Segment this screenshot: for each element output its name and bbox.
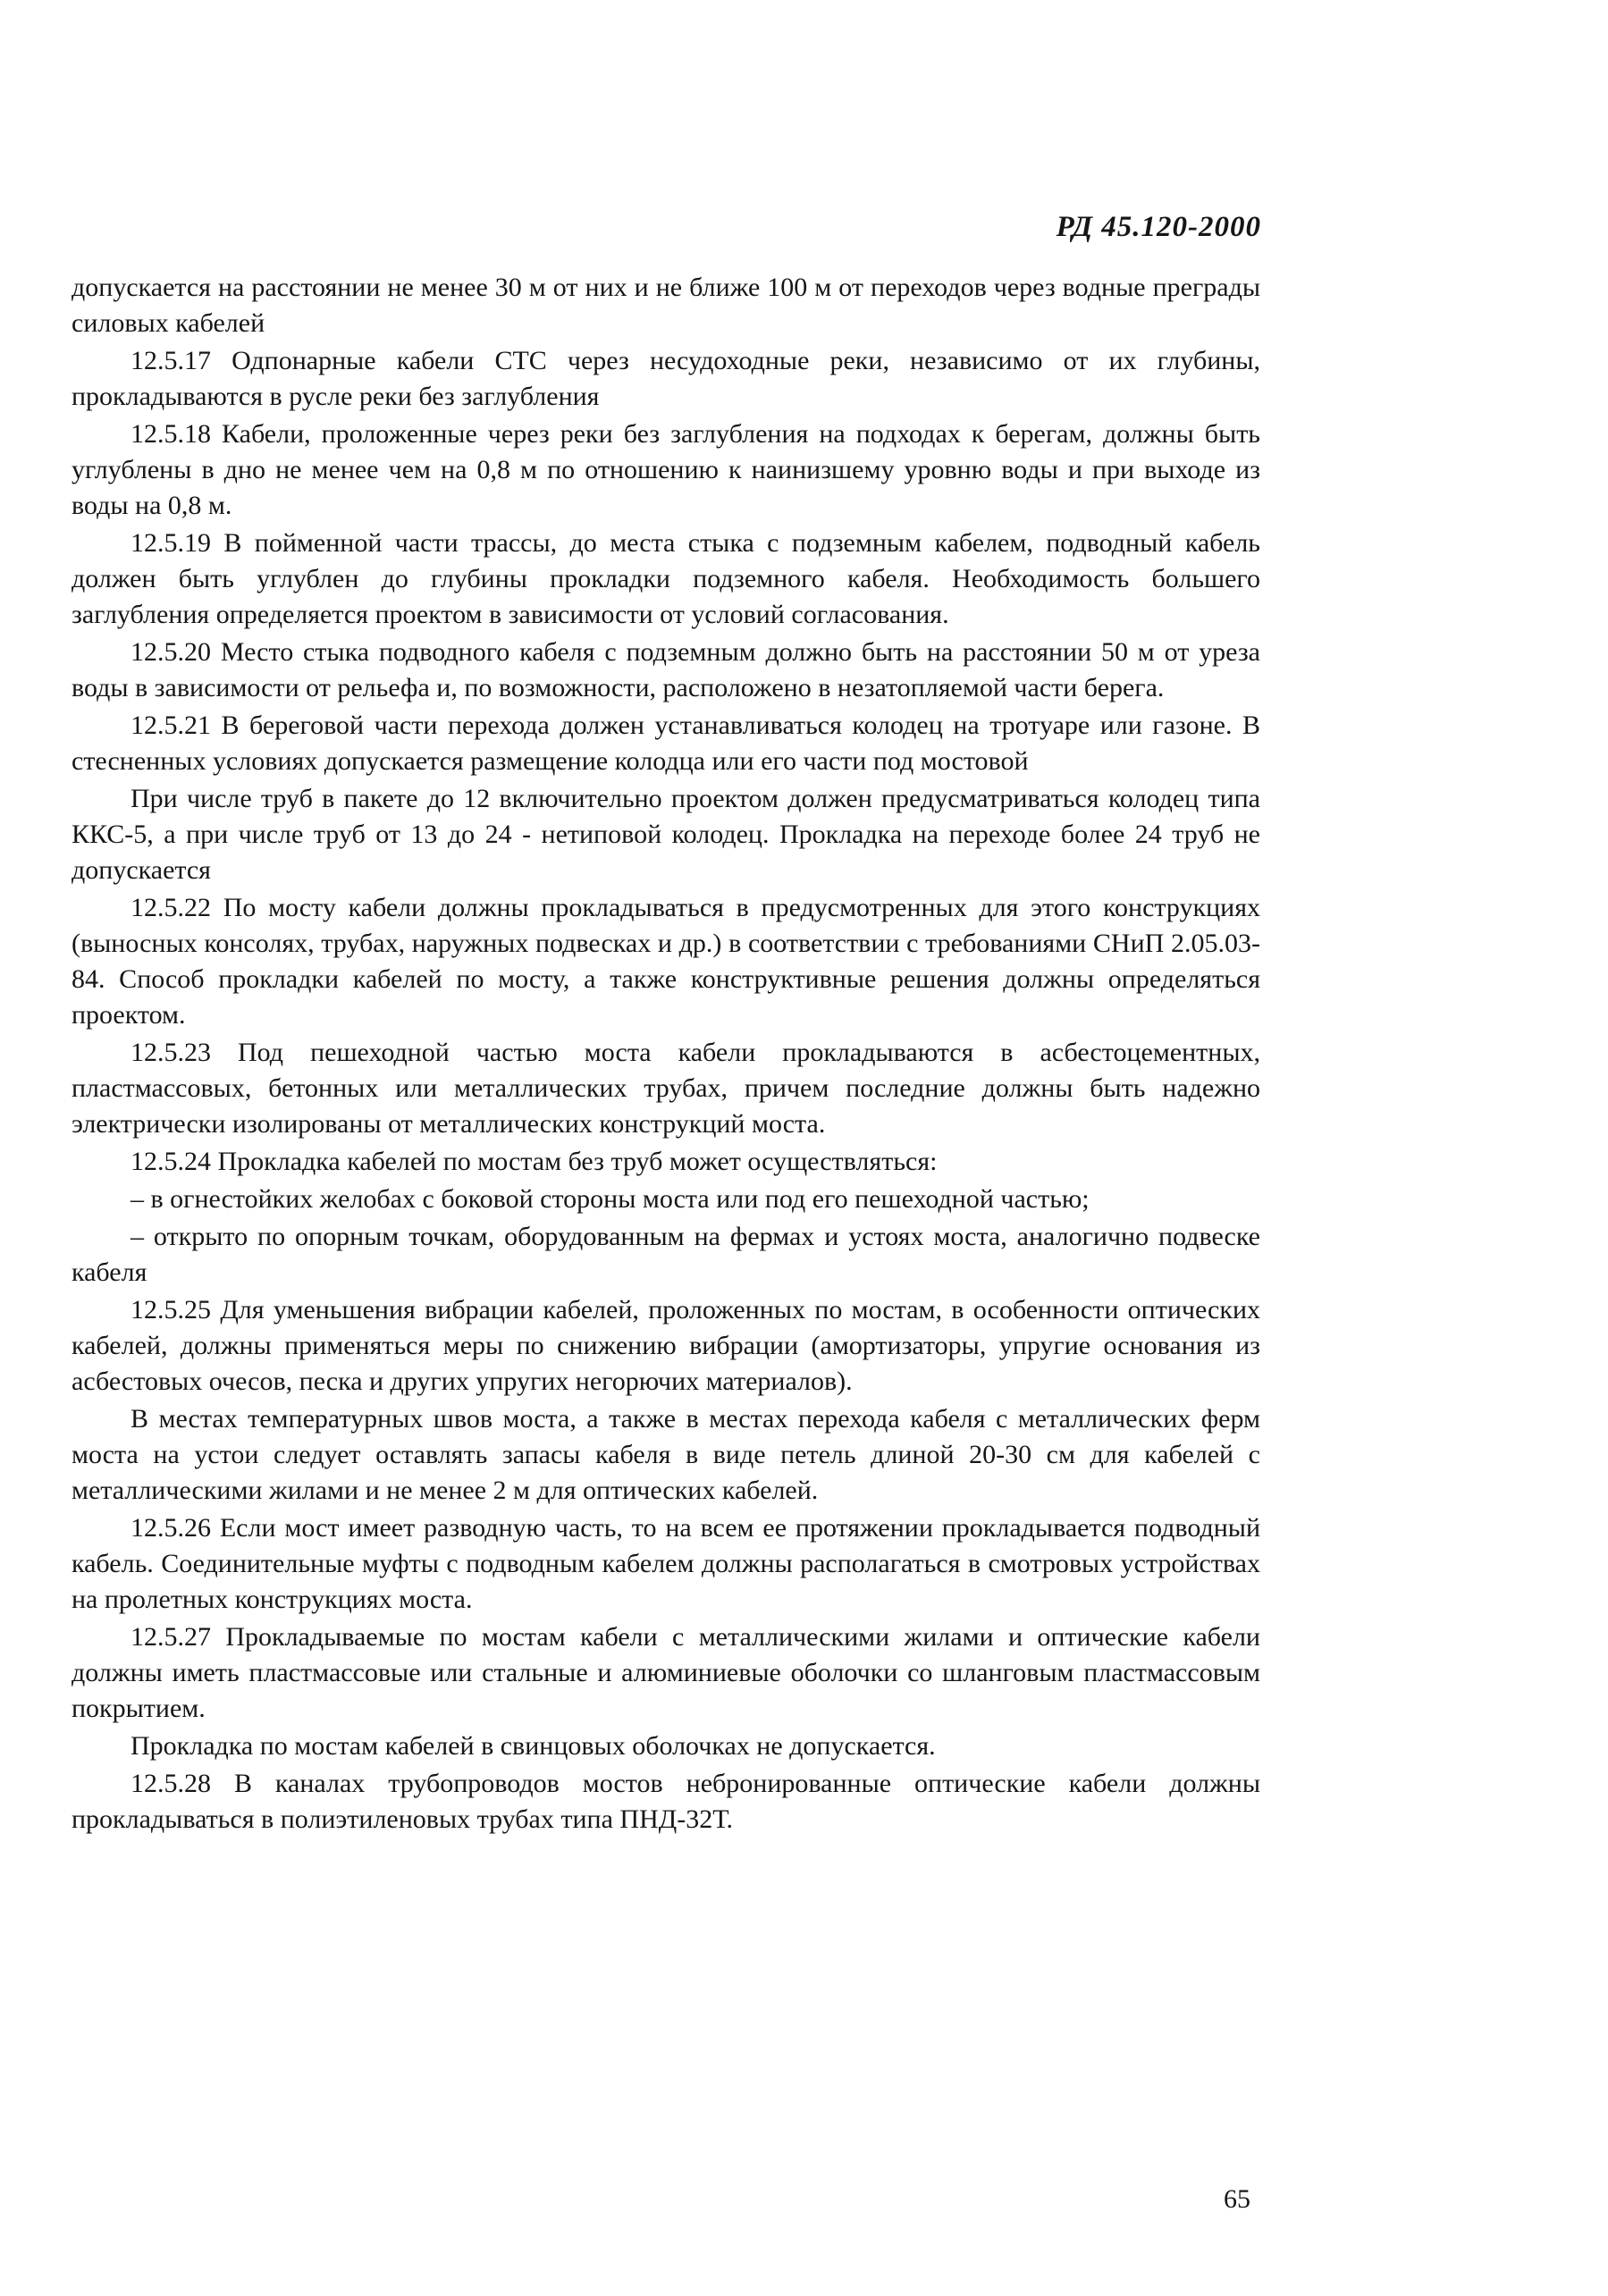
- paragraph: 12.5.26 Если мост имеет разводную часть, то на всем ее протяжении прокладывается подводный кабель. Соединительные муфты с подводным кабелем должны располагаться в смотровых устройствах на пролетных конструкциях моста.: [72, 1513, 1260, 1614]
- paragraph: 12.5.22 По мосту кабели должны прокладываться в предусмотренных для этого конструкциях (выносных консолях, трубах, наружных подвесках и др.) в соответствии с требованиями СНиП 2.05.03-84. Способ прокладки кабелей по мосту, а также конструктивные решения должны определяться проектом.: [72, 893, 1260, 1030]
- paragraph: 12.5.23 Под пешеходной частью моста кабели прокладываются в асбестоцементных, пластмассовых, бетонных или металлических трубах, причем последние должны быть надежно электрически изолированы от металлических конструкций моста.: [72, 1038, 1260, 1139]
- paragraph: 12.5.21 В береговой части перехода должен устанавливаться колодец на тротуаре или газоне. В стесненных условиях допускается размещение колодца или его части под мостовой: [72, 711, 1260, 776]
- paragraph: 12.5.20 Место стыка подводного кабеля с подземным должно быть на расстоянии 50 м от уреза воды в зависимости от рельефа и, по возможности, расположено в незатопляемой части берега.: [72, 637, 1260, 702]
- paragraph: 12.5.25 Для уменьшения вибрации кабелей, проложенных по мостам, в особенности оптических кабелей, должны применяться меры по снижению вибрации (амортизаторы, упругие основания из асбестовых очесов, песка и других упругих негорючих материалов).: [72, 1295, 1260, 1396]
- document-code: РД 45.120-2000: [1056, 211, 1261, 243]
- paragraph: 12.5.17 Одпонарные кабели СТС через несудоходные реки, независимо от их глубины, прокладываются в русле реки без заглубления: [72, 346, 1260, 411]
- paragraph: В местах температурных швов моста, а также в местах перехода кабеля с металлических ферм моста на устои следует оставлять запасы кабеля в виде петель длиной 20-30 см для кабелей с металлическими жилами и не менее 2 м для оптических кабелей.: [72, 1404, 1260, 1505]
- paragraph: допускается на расстоянии не менее 30 м от них и не ближе 100 м от переходов через водные преграды силовых кабелей: [72, 273, 1260, 338]
- document-body: [72, 270, 1260, 1839]
- paragraph: 12.5.28 В каналах трубопроводов мостов небронированные оптические кабели должны прокладываться в полиэтиленовых трубах типа ПНД-32Т.: [72, 1769, 1260, 1834]
- paragraph: 12.5.27 Прокладываемые по мостам кабели с металлическими жилами и оптические кабели должны иметь пластмассовые или стальные и алюминиевые оболочки со шланговым пластмассовым покрытием.: [72, 1622, 1260, 1723]
- page-number: 65: [1224, 2184, 1250, 2214]
- paragraph: 12.5.19 В пойменной части трассы, до места стыка с подземным кабелем, подводный кабель должен быть углублен до глубины прокладки подземного кабеля. Необходимость большего заглубления определяется проектом в зависимости от условий согласования.: [72, 528, 1260, 629]
- paragraph: При числе труб в пакете до 12 включительно проектом должен предусматриваться колодец типа ККС-5, а при числе труб от 13 до 24 - нетиповой колодец. Прокладка на переходе более 24 труб не допускается: [72, 784, 1260, 885]
- paragraph: 12.5.18 Кабели, проложенные через реки без заглубления на подходах к берегам, должны быть углублены в дно не менее чем на 0,8 м по отношению к наинизшему уровню воды и при выходе из воды на 0,8 м.: [72, 419, 1260, 520]
- list-item: – в огнестойких желобах с боковой стороны моста или под его пешеходной частью;: [130, 1184, 1090, 1214]
- paragraph: Прокладка по мостам кабелей в свинцовых оболочках не допускается.: [130, 1731, 936, 1761]
- paragraph: 12.5.24 Прокладка кабелей по мостам без труб может осуществляться:: [130, 1147, 938, 1176]
- list-item: – открыто по опорным точкам, оборудованным на фермах и устоях моста, аналогично подвеске кабеля: [72, 1222, 1260, 1287]
